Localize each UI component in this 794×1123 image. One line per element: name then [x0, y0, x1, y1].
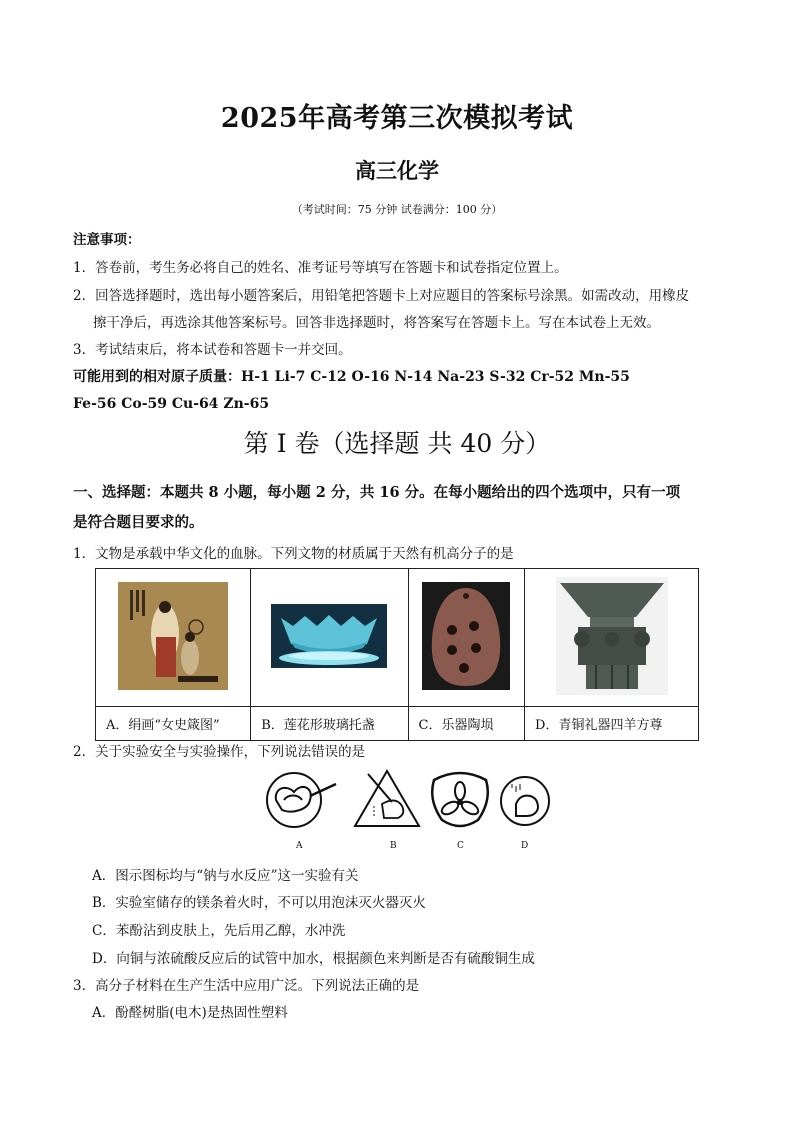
- notice-heading: 注意事项：: [73, 232, 141, 248]
- notice-item-2-cont: 擦干净后，再选涂其他答案标号。回答非选择题时，将答案写在答题卡上。写在本试卷上无效。: [93, 315, 660, 331]
- exam-timing: （考试时间：75 分钟 试卷满分：100 分）: [291, 203, 503, 216]
- artifact-caption-c: C．乐器陶埙: [408, 707, 525, 741]
- question-3-option-a: A．酚醛树脂(电木)是热固性塑料: [92, 1005, 288, 1021]
- hot-surface-icon: [264, 770, 340, 830]
- artifact-image-c: [408, 569, 525, 707]
- exam-subject: 高三化学: [355, 158, 439, 183]
- question-1-stem: 1．文物是承载中华文化的血脉。下列文物的材质属于天然有机高分子的是: [73, 546, 514, 562]
- artifact-image-d: [525, 569, 699, 707]
- section-instruction-cont: 是符合题目要求的。: [73, 514, 204, 531]
- question-3-stem: 3．高分子材料在生产生活中应用广泛。下列说法正确的是: [73, 978, 420, 994]
- ventilation-fan-icon: [426, 770, 494, 830]
- artifact-caption-a: A．绢画“女史箴图”: [96, 707, 251, 741]
- atomic-mass-line-2: Fe-56 Co-59 Cu-64 Zn-65: [73, 396, 270, 412]
- notice-item-2: 2．回答选择题时，选出每小题答案后，用铅笔把答题卡上对应题目的答案标号涂黑。如需改动，用橡皮: [73, 288, 690, 304]
- sharp-object-warning-icon: [352, 768, 422, 830]
- icon-label-b: B: [390, 841, 397, 851]
- icon-label-d: D: [521, 841, 529, 851]
- artifact-caption-d: D．青铜礼器四羊方尊: [525, 707, 699, 741]
- question-2-option-c: C．苯酚沾到皮肤上，先后用乙醇，水冲洗: [92, 923, 346, 939]
- exam-title: 2025年高考第三次模拟考试: [220, 103, 574, 134]
- question-2-option-b: B．实验室储存的镁条着火时，不可以用泡沫灭火器灭火: [92, 895, 426, 911]
- artifact-caption-b: B．莲花形玻璃托盏: [251, 707, 408, 741]
- question-2-stem: 2．关于实验安全与实验操作，下列说法错误的是: [73, 744, 366, 760]
- section-title: 第 I 卷（选择题 共 40 分）: [243, 429, 551, 458]
- notice-item-3: 3．考试结束后，将本试卷和答题卡一并交回。: [73, 342, 352, 358]
- atomic-mass-line-1: 可能用到的相对原子质量：H-1 Li-7 C-12 O-16 N-14 Na-23 S-32 Cr-52 Mn-55: [73, 369, 630, 385]
- icon-label-c: C: [457, 841, 464, 851]
- question-2-option-a: A．图示图标均与“钠与水反应”这一实验有关: [92, 868, 359, 884]
- icon-label-a: A: [296, 841, 303, 851]
- notice-item-1: 1．答卷前，考生务必将自己的姓名、准考证号等填写在答题卡和试卷指定位置上。: [73, 260, 568, 276]
- artifact-image-a: [96, 569, 251, 707]
- section-instruction: 一、选择题：本题共 8 小题，每小题 2 分，共 16 分。在每小题给出的四个选项中，只有一项: [73, 484, 681, 501]
- artifact-table: [95, 568, 699, 741]
- wash-hands-icon: [498, 774, 552, 828]
- artifact-image-b: [251, 569, 408, 707]
- question-2-option-d: D．向铜与浓硫酸反应后的试管中加水，根据颜色来判断是否有硫酸铜生成: [92, 951, 535, 967]
